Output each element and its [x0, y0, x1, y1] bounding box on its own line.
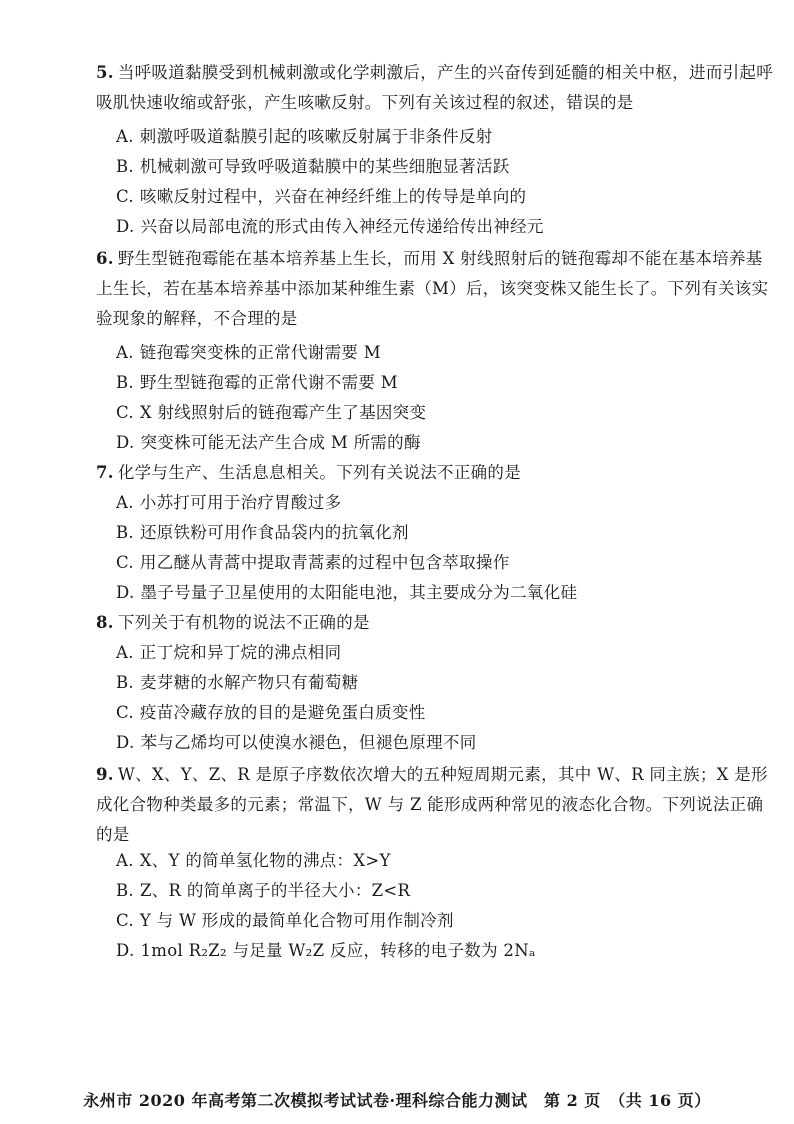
option-text: X 射线照射后的链孢霉产生了基因突变: [139, 403, 427, 422]
option-key: C.: [116, 403, 134, 422]
question-number: 5.: [96, 63, 114, 82]
question-5-option-a: [116, 122, 766, 152]
option-key: A.: [116, 493, 134, 512]
option-key: A.: [116, 343, 134, 362]
option-text: 墨子号量子卫星使用的太阳能电池，其主要成分为二氧化硅: [140, 583, 578, 602]
option-text: X、Y 的简单氢化物的沸点：X>Y: [139, 851, 391, 870]
option-text: 小苏打可用于治疗胃酸过多: [139, 493, 342, 512]
question-5-option-b: [116, 152, 766, 182]
question-8-stem: [96, 608, 776, 638]
option-key: B.: [116, 673, 134, 692]
page-footer: 永州市 2020 年高考第二次模拟考试试卷·理科综合能力测试 第 2 页 （共 16 页）: [83, 1091, 711, 1110]
option-key: B.: [116, 881, 134, 900]
question-9-option-c: [116, 906, 766, 936]
option-text: 野生型链孢霉的正常代谢不需要 M: [139, 373, 398, 392]
question-text: 当呼吸道黏膜受到机械刺激或化学刺激后，产生的兴奋传到延髓的相关中枢，进而引起呼吸肌快速收缩或舒张，产生咳嗽反射。下列有关该过程的叙述，错误的是: [96, 63, 774, 112]
question-number: 8.: [96, 613, 114, 632]
question-text: 野生型链孢霉能在基本培养基上生长，而用 X 射线照射后的链孢霉却不能在基本培养基上生长，若在基本培养基中添加某种维生素（M）后，该突变株又能生长了。下列有关该实验现象的解释，不合理的是: [96, 249, 769, 328]
option-text: 咳嗽反射过程中，兴奋在神经纤维上的传导是单向的: [139, 187, 527, 206]
option-text: 链孢霉突变株的正常代谢需要 M: [139, 343, 381, 362]
question-9-option-b: [116, 876, 766, 906]
question-6-option-b: [116, 368, 766, 398]
question-6-option-a: [116, 338, 766, 368]
question-8-option-d: [116, 728, 766, 758]
question-6-option-c: [116, 398, 766, 428]
question-5-option-d: [116, 212, 766, 242]
question-number: 6.: [96, 249, 114, 268]
question-9-stem: [96, 760, 776, 850]
question-6-option-d: [116, 428, 766, 458]
option-text: Z、R 的简单离子的半径大小：Z<R: [139, 881, 411, 900]
option-text: 1mol R₂Z₂ 与足量 W₂Z 反应，转移的电子数为 2Nₐ: [140, 941, 536, 960]
question-5-option-c: [116, 182, 766, 212]
question-number: 9.: [96, 765, 114, 784]
option-key: C.: [116, 187, 134, 206]
option-key: A.: [116, 127, 134, 146]
option-text: Y 与 W 形成的最简单化合物可用作制冷剂: [139, 911, 454, 930]
option-key: D.: [116, 217, 135, 236]
question-8-option-c: [116, 698, 766, 728]
question-7-option-a: [116, 488, 766, 518]
option-text: 用乙醚从青蒿中提取青蒿素的过程中包含萃取操作: [139, 553, 510, 572]
option-key: B.: [116, 373, 134, 392]
option-key: B.: [116, 523, 134, 542]
question-7-option-d: [116, 578, 766, 608]
option-key: C.: [116, 703, 134, 722]
option-text: 兴奋以局部电流的形式由传入神经元传递给传出神经元: [140, 217, 544, 236]
question-9-option-a: [116, 846, 766, 876]
option-text: 刺激呼吸道黏膜引起的咳嗽反射属于非条件反射: [139, 127, 493, 146]
option-key: D.: [116, 733, 135, 752]
question-7-option-c: [116, 548, 766, 578]
option-key: A.: [116, 851, 134, 870]
question-9-option-d: [116, 936, 766, 966]
option-text: 疫苗冷藏存放的目的是避免蛋白质变性: [139, 703, 426, 722]
option-text: 正丁烷和异丁烷的沸点相同: [139, 643, 342, 662]
question-number: 7.: [96, 463, 114, 482]
option-key: D.: [116, 433, 135, 452]
question-text: W、X、Y、Z、R 是原子序数依次增大的五种短周期元素，其中 W、R 同主族；X 是形成化合物种类最多的元素；常温下，W 与 Z 能形成两种常见的液态化合物。下列说法正确的是: [96, 765, 768, 844]
question-8-option-b: [116, 668, 766, 698]
option-text: 苯与乙烯均可以使溴水褪色，但褪色原理不同: [140, 733, 477, 752]
option-text: 还原铁粉可用作食品袋内的抗氧化剂: [139, 523, 409, 542]
question-5-stem: [96, 58, 776, 118]
option-key: D.: [116, 583, 135, 602]
option-key: C.: [116, 911, 134, 930]
option-text: 机械刺激可导致呼吸道黏膜中的某些细胞显著活跃: [139, 157, 510, 176]
option-key: A.: [116, 643, 134, 662]
option-key: D.: [116, 941, 135, 960]
question-text: 化学与生产、生活息息相关。下列有关说法不正确的是: [117, 463, 522, 482]
option-text: 突变株可能无法产生合成 M 所需的酶: [140, 433, 421, 452]
question-7-stem: [96, 458, 776, 488]
question-6-stem: [96, 244, 776, 334]
question-7-option-b: [116, 518, 766, 548]
question-text: 下列关于有机物的说法不正确的是: [117, 613, 370, 632]
question-8-option-a: [116, 638, 766, 668]
option-key: C.: [116, 553, 134, 572]
option-key: B.: [116, 157, 134, 176]
option-text: 麦芽糖的水解产物只有葡萄糖: [139, 673, 359, 692]
